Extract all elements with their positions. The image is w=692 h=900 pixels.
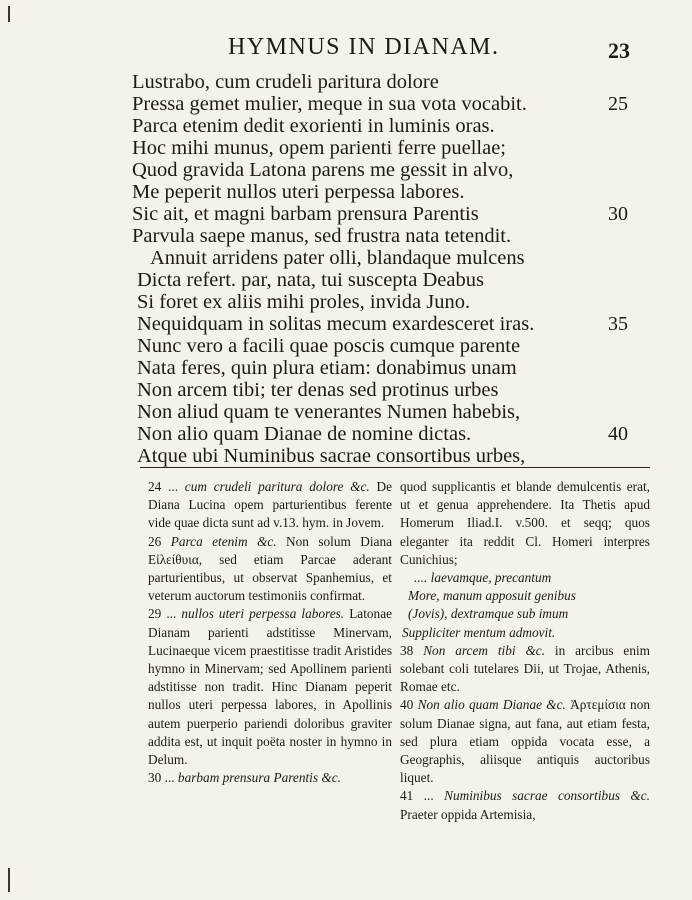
line-number: 25 — [608, 93, 628, 115]
note-ref: 29 ... — [148, 606, 177, 622]
binding-edge-mark — [8, 868, 10, 892]
verse-text: Non alio quam Dianae de nomine dictas. — [137, 423, 472, 445]
note-text: Ἀρτεμίσια non solum Dianae signa, aut fana, aut etiam festa, sed plura etiam oppida vocata esse, a Geographis, aliisque antiquis auctoribus liquet. — [400, 697, 650, 786]
footnote-verse-quote — [400, 569, 650, 642]
verse-text: Non arcem tibi; ter denas sed protinus urbes — [137, 379, 499, 401]
footnote — [400, 642, 650, 697]
note-lemma: barbam prensura Parentis &c. — [177, 770, 341, 786]
verse-line — [0, 225, 692, 247]
verse-line — [0, 159, 692, 181]
footnote — [148, 533, 392, 606]
note-text: quod supplicantis et blande demulcentis erat, ut et genua apprehendere. Ita Thetis apud Homerum Iliad.I. v.500. et seqq; quos eleganter ita reddit Cl. Homeri interpres Cunichius; — [400, 479, 650, 567]
verse-text: Parca etenim dedit exorienti in luminis oras. — [132, 115, 495, 137]
note-text: Praeter oppida Artemisia, — [400, 806, 536, 822]
verse-line — [0, 401, 692, 423]
note-lemma: nullos uteri perpessa labores. — [181, 606, 345, 622]
footnote — [400, 787, 650, 823]
note-ref: 26 — [148, 533, 162, 549]
verse-text: Non aliud quam te venerantes Numen habebis, — [137, 401, 521, 423]
note-lemma: Non arcem tibi &c. — [423, 642, 546, 658]
quoted-verse: .... laevamque, precantum — [414, 570, 552, 586]
note-ref: 30 ... — [148, 770, 175, 786]
verse-text: Lustrabo, cum crudeli paritura dolore — [132, 71, 439, 93]
note-lemma: Non alio quam Dianae &c. — [417, 697, 566, 713]
verse-text: Sic ait, et magni barbam prensura Parentis — [132, 203, 479, 225]
note-lemma: cum crudeli paritura dolore &c. — [184, 479, 370, 494]
page-header — [0, 30, 692, 70]
footnote — [400, 696, 650, 787]
note-ref: 41 ... — [400, 788, 434, 804]
verse-line — [0, 203, 692, 225]
verse-line — [0, 181, 692, 203]
line-number: 30 — [608, 203, 628, 225]
verse-text: Si foret ex aliis mihi proles, invida Juno. — [137, 291, 471, 313]
verse-text: Quod gravida Latona parens me gessit in alvo, — [132, 159, 514, 181]
verse-text: Nequidquam in solitas mecum exardesceret iras. — [137, 313, 535, 335]
verse-text: Nata feres, quin plura etiam: donabimus unam — [137, 357, 517, 379]
verse-line — [0, 335, 692, 357]
page-number: 23 — [608, 38, 630, 63]
verse-line — [0, 93, 692, 115]
footnote — [148, 769, 392, 787]
verse-line — [0, 423, 692, 445]
footnote — [148, 605, 392, 769]
footnotes-right-column — [400, 478, 650, 824]
note-text: in arcibus enim solebant coli tutelares Dii, ut Trojae, Athenis, Romae etc. — [400, 642, 651, 695]
verse-line — [0, 291, 692, 313]
verse-line — [0, 357, 692, 379]
verse-text: Me peperit nullos uteri perpessa labores. — [132, 181, 465, 203]
line-number: 35 — [608, 313, 628, 335]
footnotes-left-column — [148, 478, 392, 787]
verse-line — [0, 445, 692, 467]
note-text: De Diana Lucina opem parturientibus ferente vide quae dicta sunt ad v.13. hym. in Jovem. — [148, 479, 393, 531]
line-number: 40 — [608, 423, 628, 445]
note-lemma: Numinibus sacrae consortibus &c. — [444, 788, 650, 804]
note-text: Latonae Dianam parienti adstitisse Minervam, Lucinaeque vicem praestitisse tradit Aristides hymno in Minervam; sed Apollinem parienti adstitisse non tradit. Hinc Dianam peperit nullos uteri perpessa labores, in Apollinis autem puerperio pariendi doloribus graviter addita est, ut inquit poëta noster in hymno in Delum. — [148, 606, 393, 768]
footnote-divider — [140, 467, 650, 468]
quoted-verse: (Jovis), dextramque sub imum — [408, 606, 569, 622]
verse-line — [0, 115, 692, 137]
note-lemma: Parca etenim &c. — [170, 533, 277, 549]
footnote — [148, 478, 392, 533]
verse-text: Hoc mihi munus, opem parienti ferre puellae; — [132, 137, 507, 159]
verse-text: Nunc vero a facili quae poscis cumque parente — [137, 335, 521, 357]
verse-line — [0, 379, 692, 401]
verse-line — [0, 313, 692, 335]
verse-text: Annuit arridens pater olli, blandaque mulcens — [150, 247, 525, 269]
quoted-verse: Suppliciter mentum admovit. — [402, 624, 556, 640]
verse-line — [0, 247, 692, 269]
verse-text: Pressa gemet mulier, meque in sua vota vocabit. — [132, 93, 527, 115]
verse-text: Parvula saepe manus, sed frustra nata tetendit. — [132, 225, 512, 247]
running-head: HYMNUS IN DIANAM. — [228, 34, 500, 60]
verse-line — [0, 269, 692, 291]
verse-text: Dicta refert. par, nata, tui suscepta Deabus — [137, 269, 484, 291]
verse-text: Atque ubi Numinibus sacrae consortibus urbes, — [137, 445, 526, 467]
note-ref: 40 — [400, 697, 414, 713]
footnote — [400, 478, 650, 569]
quoted-verse: More, manum apposuit genibus — [408, 588, 576, 604]
note-ref: 24 ... — [148, 479, 179, 494]
verse-line — [0, 71, 692, 93]
binding-edge-mark — [8, 6, 10, 22]
verse-line — [0, 137, 692, 159]
note-text: Non solum Diana Εἰλείθυια, sed etiam Parcae aderant parturientibus, ut observat Spanhemius, et veterum auctorum testimoniis confirmat. — [148, 533, 392, 604]
note-ref: 38 — [400, 642, 414, 658]
